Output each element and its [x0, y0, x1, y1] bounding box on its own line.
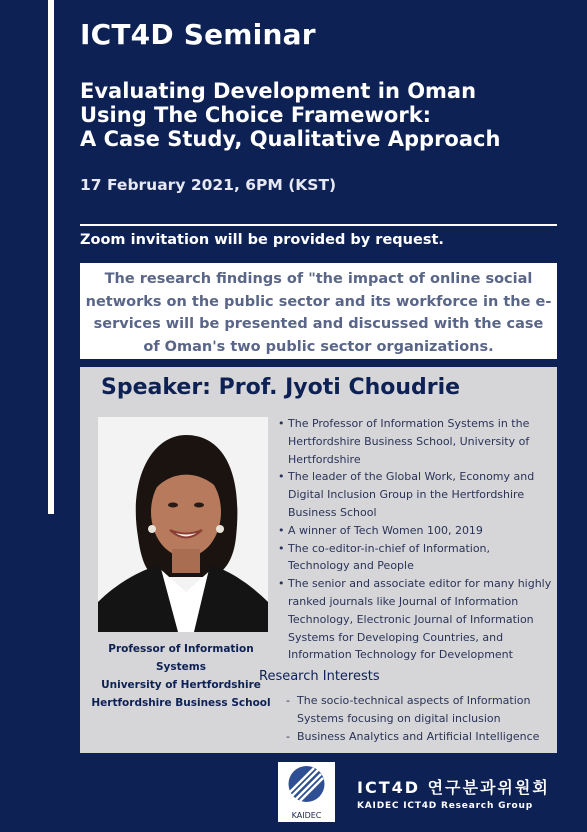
speaker-name: Speaker: Prof. Jyoti Choudrie [101, 375, 461, 400]
interest-item: - The socio-technical aspects of Information Systems focusing on digital inclusion [286, 692, 551, 728]
research-interests-list [286, 692, 551, 745]
speaker-caption [82, 640, 280, 712]
kaidec-logo-icon [278, 762, 335, 808]
kaidec-logo [278, 762, 335, 822]
subtitle-line: Evaluating Development in Oman [80, 79, 477, 103]
subtitle-line: A Case Study, Qualitative Approach [80, 127, 501, 151]
decorative-vertical-bar [48, 0, 54, 514]
seminar-subtitle [80, 79, 570, 151]
speaker-panel [80, 367, 557, 753]
findings-text: The research findings of "the impact of online social networks on the public sector and its workforce in the e-services will be presented and discussed with the case of Oman's two public sector organizations. [85, 271, 552, 355]
caption-line: Hertfordshire Business School [91, 697, 271, 709]
zoom-note: Zoom invitation will be provided by request. [80, 232, 444, 248]
speaker-portrait-image [98, 417, 268, 632]
caption-line: Professor of Information Systems [108, 643, 254, 673]
group-subtitle: KAIDEC ICT4D Research Group [357, 801, 533, 811]
group-title: ICT4D 연구분과위원회 [357, 778, 550, 797]
speaker-bio-list [278, 415, 553, 664]
bio-item: • The Professor of Information Systems in the Hertfordshire Business School, University of Hertfordshire [278, 415, 553, 468]
divider [80, 224, 557, 226]
bio-item: • A winner of Tech Women 100, 2019 [278, 522, 553, 540]
caption-line: University of Hertfordshire [101, 679, 261, 691]
findings-box [80, 263, 557, 359]
subtitle-line: Using The Choice Framework: [80, 103, 432, 127]
page-title: ICT4D Seminar [80, 18, 316, 51]
interest-item: - Business Analytics and Artificial Intelligence [286, 728, 551, 746]
speaker-photo [98, 417, 268, 632]
bio-item: • The co-editor-in-chief of Information, Technology and People [278, 540, 553, 576]
bio-item: • The senior and associate editor for many highly ranked journals like Journal of Information Technology, Electronic Journal of Information Systems for Developing Countries, and Information Technology for Development [278, 575, 553, 664]
logo-text: KAIDEC [291, 811, 322, 820]
research-interests-title: Research Interests [259, 669, 380, 684]
bio-item: • The leader of the Global Work, Economy and Digital Inclusion Group in the Hertfordshire Business School [278, 468, 553, 521]
seminar-date: 17 February 2021, 6PM (KST) [80, 176, 337, 194]
